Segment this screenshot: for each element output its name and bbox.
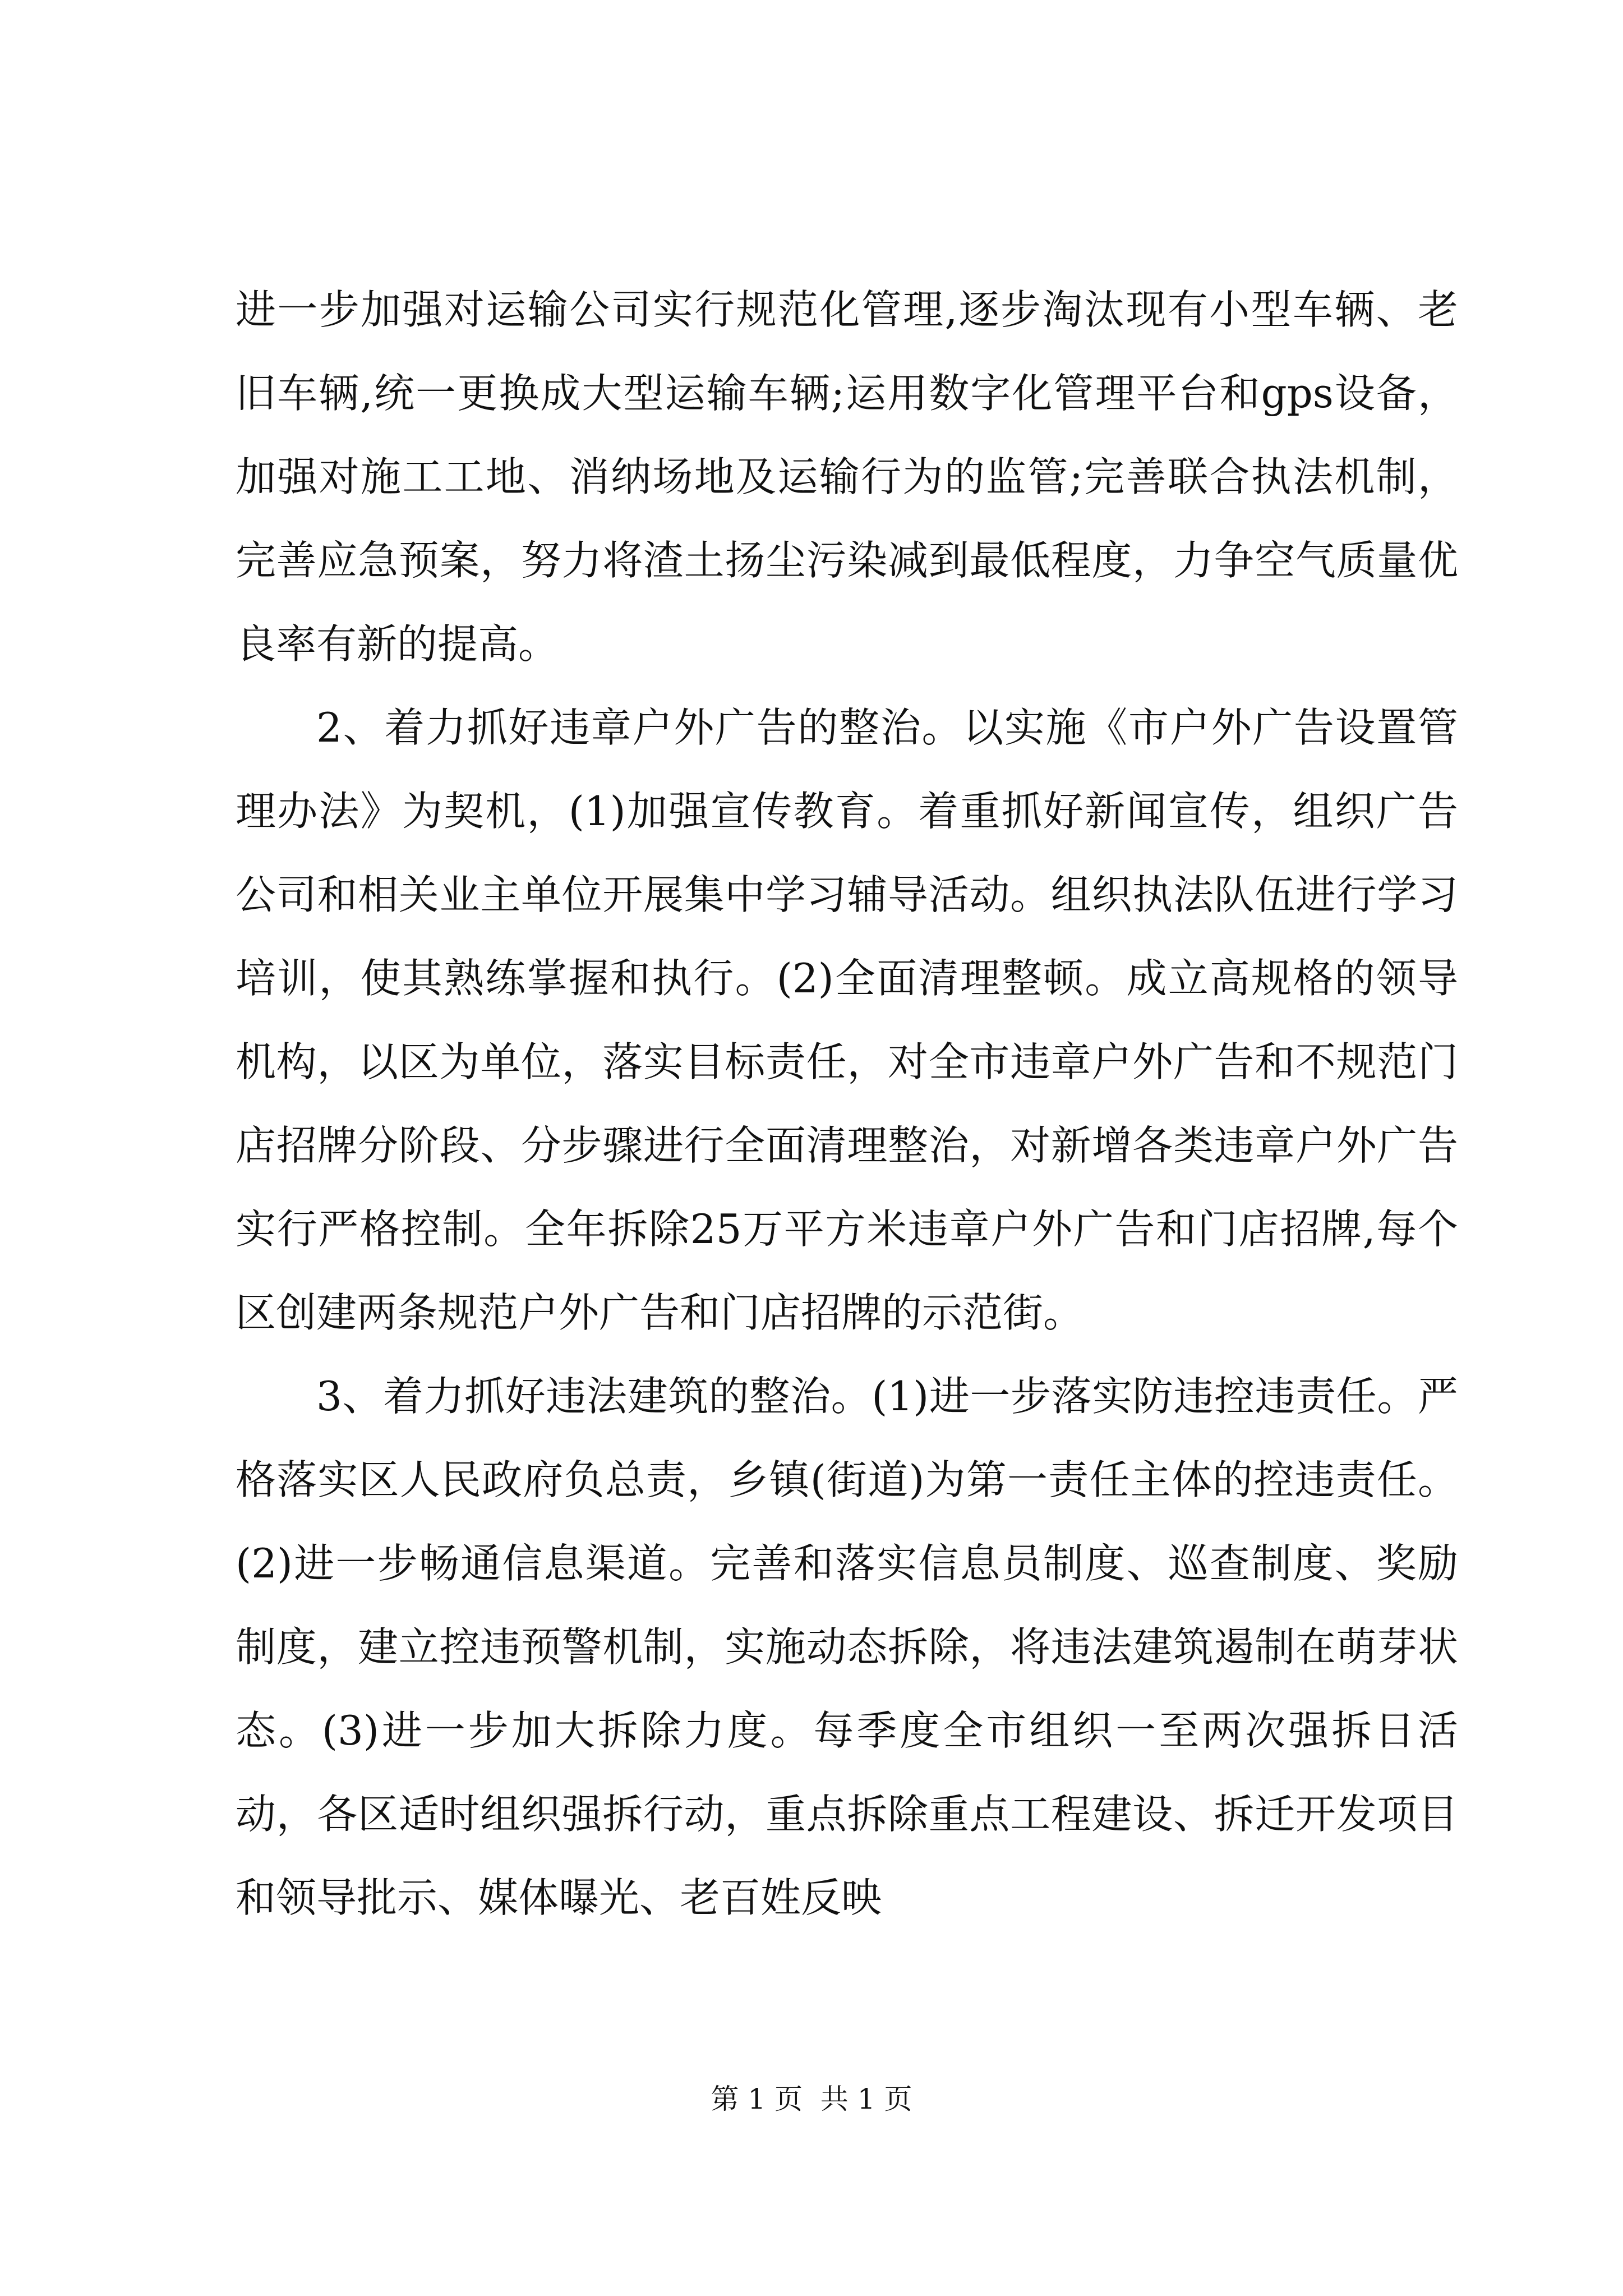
paragraph-2: 2、着力抓好违章户外广告的整治。以实施《市户外广告设置管理办法》为契机，(1)加强宣传教育。着重抓好新闻宣传，组织广告公司和相关业主单位开展集中学习辅导活动。组织执法队伍进行学习培训，使其熟练掌握和执行。(2)全面清理整顿。成立高规格的领导机构，以区为单位，落实目标责任，对全市违章户外广告和不规范门店招牌分阶段、分步骤进行全面清理整治，对新增各类违章户外广告实行严格控制。全年拆除25万平方米违章户外广告和门店招牌,每个区创建两条规范户外广告和门店招牌的示范街。 <box>236 704 1458 1336</box>
paragraph-1: 进一步加强对运输公司实行规范化管理,逐步淘汰现有小型车辆、老旧车辆,统一更换成大型运输车辆;运用数字化管理平台和gps设备，加强对施工工地、消纳场地及运输行为的监管;完善联合执法机制，完善应急预案，努力将渣土扬尘污染减到最低程度，力争空气质量优良率有新的提高。 <box>236 286 1458 668</box>
document-body <box>236 268 1458 1940</box>
page-footer: 第 1 页 共 1 页 <box>711 2083 912 2115</box>
paragraph-3: 3、着力抓好违法建筑的整治。(1)进一步落实防违控违责任。严格落实区人民政府负总责，乡镇(街道)为第一责任主体的控违责任。(2)进一步畅通信息渠道。完善和落实信息员制度、巡查制度、奖励制度，建立控违预警机制，实施动态拆除，将违法建筑遏制在萌芽状态。(3)进一步加大拆除力度。每季度全市组织一至两次强拆日活动，各区适时组织强拆行动，重点拆除重点工程建设、拆迁开发项目和领导批示、媒体曝光、老百姓反映 <box>236 1373 1458 1921</box>
